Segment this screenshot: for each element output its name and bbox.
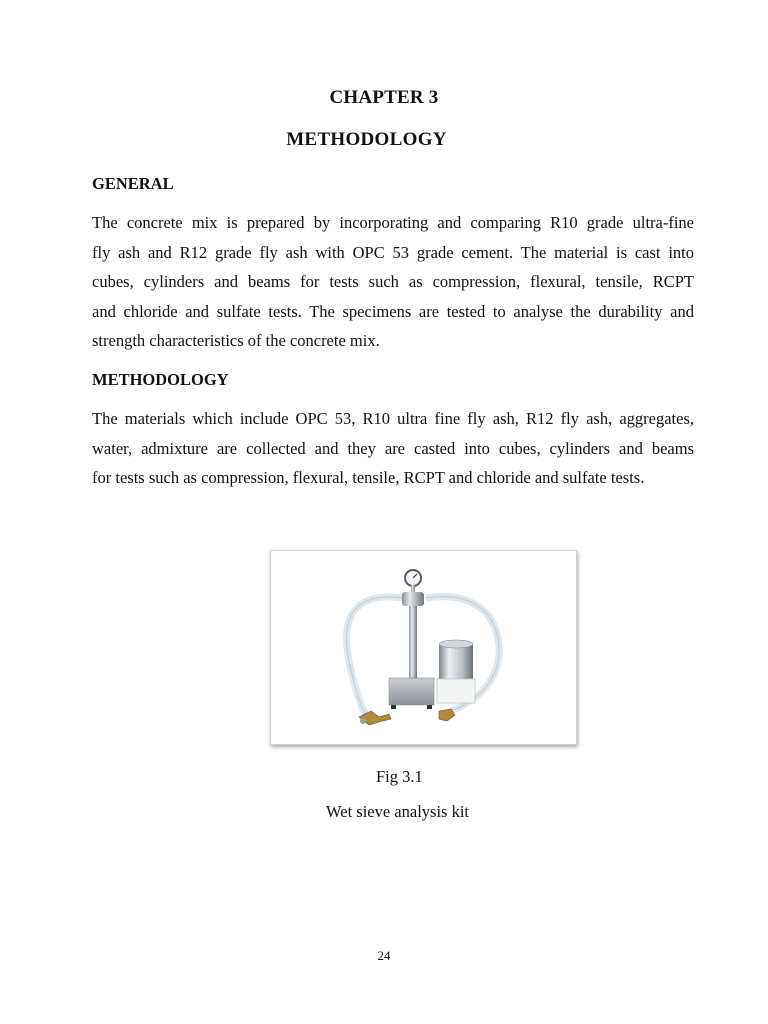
section-heading-methodology: METHODOLOGY (92, 370, 229, 389)
methodology-paragraph (92, 404, 694, 493)
page-number: 24 (377, 948, 391, 963)
wet-sieve-kit-illustration (271, 551, 576, 744)
chapter-label: CHAPTER 3 (329, 87, 439, 108)
general-paragraph (92, 208, 694, 356)
section-heading-general: GENERAL (92, 174, 174, 193)
figure-caption: Wet sieve analysis kit (326, 802, 470, 821)
paragraph-line: fly ash and R12 grade fly ash with OPC 53 grade cement. The material is cast into (92, 242, 694, 262)
paragraph-line: strength characteristics of the concrete mix. (92, 331, 380, 350)
figure-label: Fig 3.1 (376, 767, 423, 786)
paragraph-line: and chloride and sulfate tests. The specimens are tested to analyse the durability and (92, 301, 694, 321)
paragraph-line: water, admixture are collected and they are casted into cubes, cylinders and beams (92, 438, 694, 458)
paragraph-line: The concrete mix is prepared by incorporating and comparing R10 grade ultra-fine (92, 213, 694, 232)
chapter-title: METHODOLOGY (286, 129, 447, 150)
paragraph-line: for tests such as compression, flexural, tensile, RCPT and chloride and sulfate tests. (92, 468, 645, 487)
paragraph-line: The materials which include OPC 53, R10 ultra fine fly ash, R12 fly ash, aggregates, (92, 409, 694, 428)
figure-image (270, 550, 577, 745)
paragraph-line: cubes, cylinders and beams for tests such as compression, flexural, tensile, RCPT (92, 272, 694, 291)
